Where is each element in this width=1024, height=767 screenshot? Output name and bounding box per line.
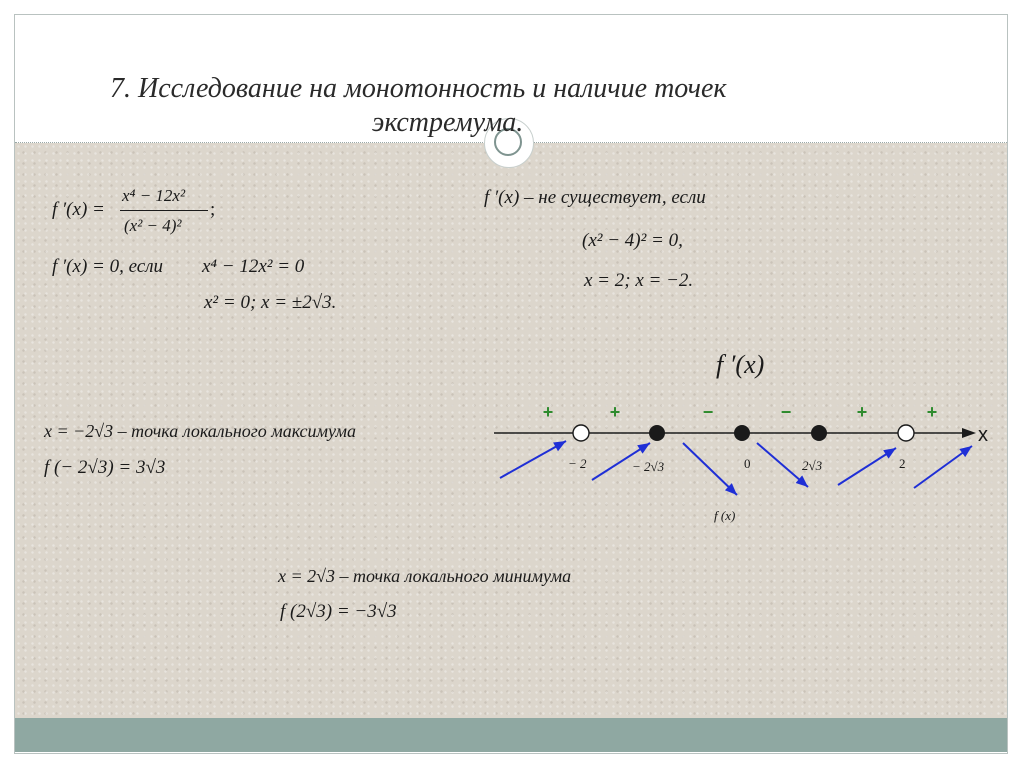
max-value: f (− 2√3) = 3√3 bbox=[44, 457, 166, 478]
tick-label-minus-2sqrt3: − 2√3 bbox=[632, 459, 665, 474]
point-minus-2 bbox=[573, 425, 589, 441]
tick-label-zero: 0 bbox=[744, 456, 751, 471]
tick-label-minus-2: − 2 bbox=[568, 456, 587, 471]
title-line-2: экстремума. bbox=[372, 107, 524, 138]
not-exists-roots: x = 2; x = −2. bbox=[584, 270, 694, 291]
function-label: f (x) bbox=[714, 508, 736, 523]
derivative-label: f ′(x) bbox=[716, 350, 765, 379]
axis-arrowhead bbox=[962, 428, 976, 438]
point-minus-2sqrt3 bbox=[649, 425, 665, 441]
sign-plus-4: + bbox=[856, 402, 868, 422]
zero-condition: f ′(x) = 0, если bbox=[52, 256, 163, 277]
title-line-1: 7. Исследование на монотонность и наличие точек bbox=[110, 73, 727, 104]
roots-equation: x² = 0; x = ±2√3. bbox=[204, 292, 337, 313]
derivative-denominator: (x² − 4)² bbox=[124, 216, 182, 235]
sign-plus-0: + bbox=[542, 402, 554, 422]
point-2sqrt3 bbox=[811, 425, 827, 441]
monotonic-arrowhead-5 bbox=[959, 446, 972, 457]
derivative-lhs: f ′(x) = bbox=[52, 199, 105, 220]
point-2 bbox=[898, 425, 914, 441]
monotonic-arrowhead-1 bbox=[637, 443, 650, 454]
derivative-numerator: x⁴ − 12x² bbox=[122, 186, 186, 205]
min-statement: x = 2√3 – точка локального минимума bbox=[278, 566, 572, 586]
sign-plus-1: + bbox=[609, 402, 621, 422]
sign-plus-5: + bbox=[926, 402, 938, 422]
sign-minus-3: − bbox=[780, 402, 792, 422]
not-exists-statement: f ′(x) – не существует, если bbox=[484, 187, 706, 208]
min-value: f (2√3) = −3√3 bbox=[280, 601, 397, 622]
max-statement: x = −2√3 – точка локального максимума bbox=[44, 421, 357, 441]
sign-minus-2: − bbox=[702, 402, 714, 422]
tick-label-2: 2 bbox=[899, 456, 906, 471]
semicolon: ; bbox=[210, 199, 216, 220]
monotonic-arrowhead-4 bbox=[883, 448, 896, 459]
not-exists-equation: (x² − 4)² = 0, bbox=[582, 230, 683, 251]
point-zero bbox=[734, 425, 750, 441]
zero-equation: x⁴ − 12x² = 0 bbox=[202, 256, 305, 277]
axis-label: x bbox=[978, 424, 988, 446]
tick-label-2sqrt3: 2√3 bbox=[802, 458, 823, 473]
